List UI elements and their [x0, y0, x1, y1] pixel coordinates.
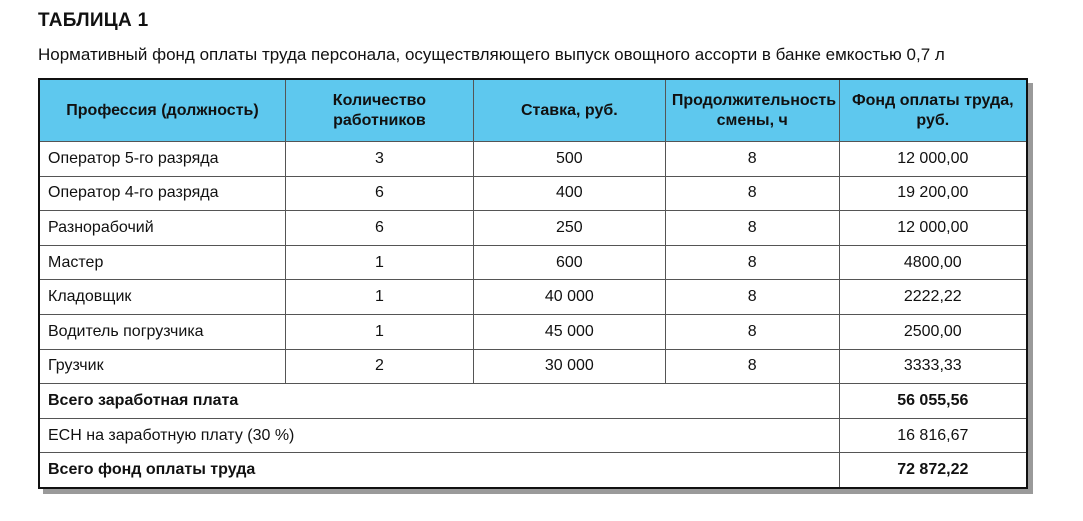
payroll-table — [38, 78, 1028, 489]
table-row — [39, 349, 1027, 384]
header-count: Количество работников — [285, 79, 473, 142]
table-row — [39, 176, 1027, 211]
header-fund: Фонд оплаты труда, руб. — [839, 79, 1027, 142]
cell-shift: 8 — [665, 211, 839, 246]
total-row — [39, 453, 1027, 488]
table-caption: ТАБЛИЦА 1 — [38, 10, 149, 31]
cell-shift: 8 — [665, 176, 839, 211]
cell-shift: 8 — [665, 314, 839, 349]
cell-rate: 45 000 — [473, 314, 665, 349]
cell-fund: 3333,33 — [839, 349, 1027, 384]
total-value: 56 055,56 — [839, 384, 1027, 419]
cell-profession: Кладовщик — [39, 280, 285, 315]
header-row — [39, 79, 1027, 142]
cell-rate: 600 — [473, 245, 665, 280]
table-subtitle: Нормативный фонд оплаты труда персонала, осуществляющего выпуск овощного ассорти в банке емкостью 0,7 л — [38, 45, 945, 64]
total-row — [39, 418, 1027, 453]
cell-profession: Оператор 4-го разряда — [39, 176, 285, 211]
header-shift: Продолжительность смены, ч — [665, 79, 839, 142]
cell-shift: 8 — [665, 245, 839, 280]
cell-fund: 12 000,00 — [839, 142, 1027, 177]
table-row — [39, 142, 1027, 177]
total-row — [39, 384, 1027, 419]
table-row — [39, 280, 1027, 315]
total-value: 72 872,22 — [839, 453, 1027, 488]
cell-profession: Грузчик — [39, 349, 285, 384]
total-label: Всего фонд оплаты труда — [39, 453, 839, 488]
cell-rate: 40 000 — [473, 280, 665, 315]
cell-count: 1 — [285, 245, 473, 280]
cell-shift: 8 — [665, 142, 839, 177]
header-profession: Профессия (должность) — [39, 79, 285, 142]
cell-count: 2 — [285, 349, 473, 384]
cell-shift: 8 — [665, 349, 839, 384]
table-row — [39, 314, 1027, 349]
cell-rate: 500 — [473, 142, 665, 177]
cell-profession: Водитель погрузчика — [39, 314, 285, 349]
total-value: 16 816,67 — [839, 418, 1027, 453]
cell-profession: Разнорабочий — [39, 211, 285, 246]
cell-rate: 250 — [473, 211, 665, 246]
total-label: Всего заработная плата — [39, 384, 839, 419]
table-container — [38, 78, 1028, 489]
cell-profession: Оператор 5-го разряда — [39, 142, 285, 177]
cell-count: 6 — [285, 211, 473, 246]
cell-count: 3 — [285, 142, 473, 177]
cell-rate: 400 — [473, 176, 665, 211]
table-row — [39, 211, 1027, 246]
cell-fund: 19 200,00 — [839, 176, 1027, 211]
cell-fund: 12 000,00 — [839, 211, 1027, 246]
cell-fund: 4800,00 — [839, 245, 1027, 280]
cell-count: 1 — [285, 280, 473, 315]
cell-profession: Мастер — [39, 245, 285, 280]
cell-fund: 2500,00 — [839, 314, 1027, 349]
cell-count: 1 — [285, 314, 473, 349]
cell-shift: 8 — [665, 280, 839, 315]
cell-count: 6 — [285, 176, 473, 211]
total-label: ЕСН на заработную плату (30 %) — [39, 418, 839, 453]
cell-rate: 30 000 — [473, 349, 665, 384]
cell-fund: 2222,22 — [839, 280, 1027, 315]
header-rate: Ставка, руб. — [473, 79, 665, 142]
table-row — [39, 245, 1027, 280]
